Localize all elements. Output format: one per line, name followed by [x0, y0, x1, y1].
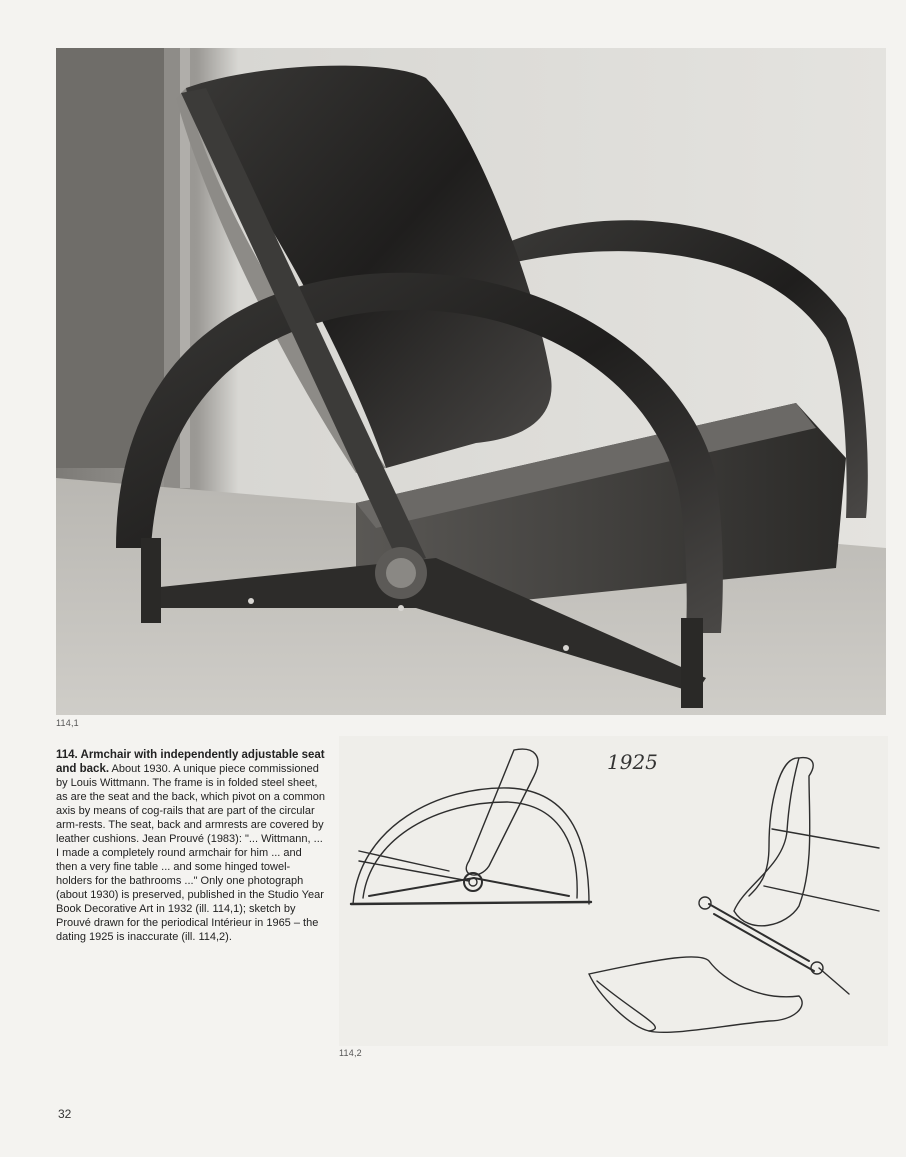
sketch-backrest [466, 749, 538, 875]
sketch-illustration [339, 736, 888, 1046]
prouve-sketch [339, 736, 888, 1046]
entry-heading: 114. Armchair with independently adjustable seat and back. [56, 749, 325, 775]
sketch-seat [589, 957, 802, 1032]
sketch-seat-back [734, 758, 813, 926]
handwritten-date: 1925 [607, 750, 658, 774]
figure-label-114-1: 114,1 [56, 718, 79, 728]
armchair-photograph [56, 48, 886, 715]
figure-label-114-2: 114,2 [339, 1048, 362, 1058]
entry-body: About 1930. A unique piece commissioned by Louis Wittmann. The frame is in folded steel sheet, as are the seat and the back, which pivot on a common axis by means of cog-rails that are part of the circular arm-rests. The seat, back and armrests are covered by leather cushions. Jean Prouvé (1983): "... Wittmann, ... I made a completely round armchair for him ... and then a very fine table ... and some hinged towel-holders for the bathrooms ..." Only one photograph (about 1930) is preserved, published in the Studio Year Book Decorative Art in 1932 (ill. 114,1); sketch by Prouvé drawn for the periodical Intérieur in 1965 – the dating 1925 is inaccurate (ill. 114,2). [56, 763, 326, 943]
armchair-photo-illustration [56, 48, 886, 715]
page-number: 32 [58, 1107, 72, 1121]
entry-description [56, 748, 326, 944]
